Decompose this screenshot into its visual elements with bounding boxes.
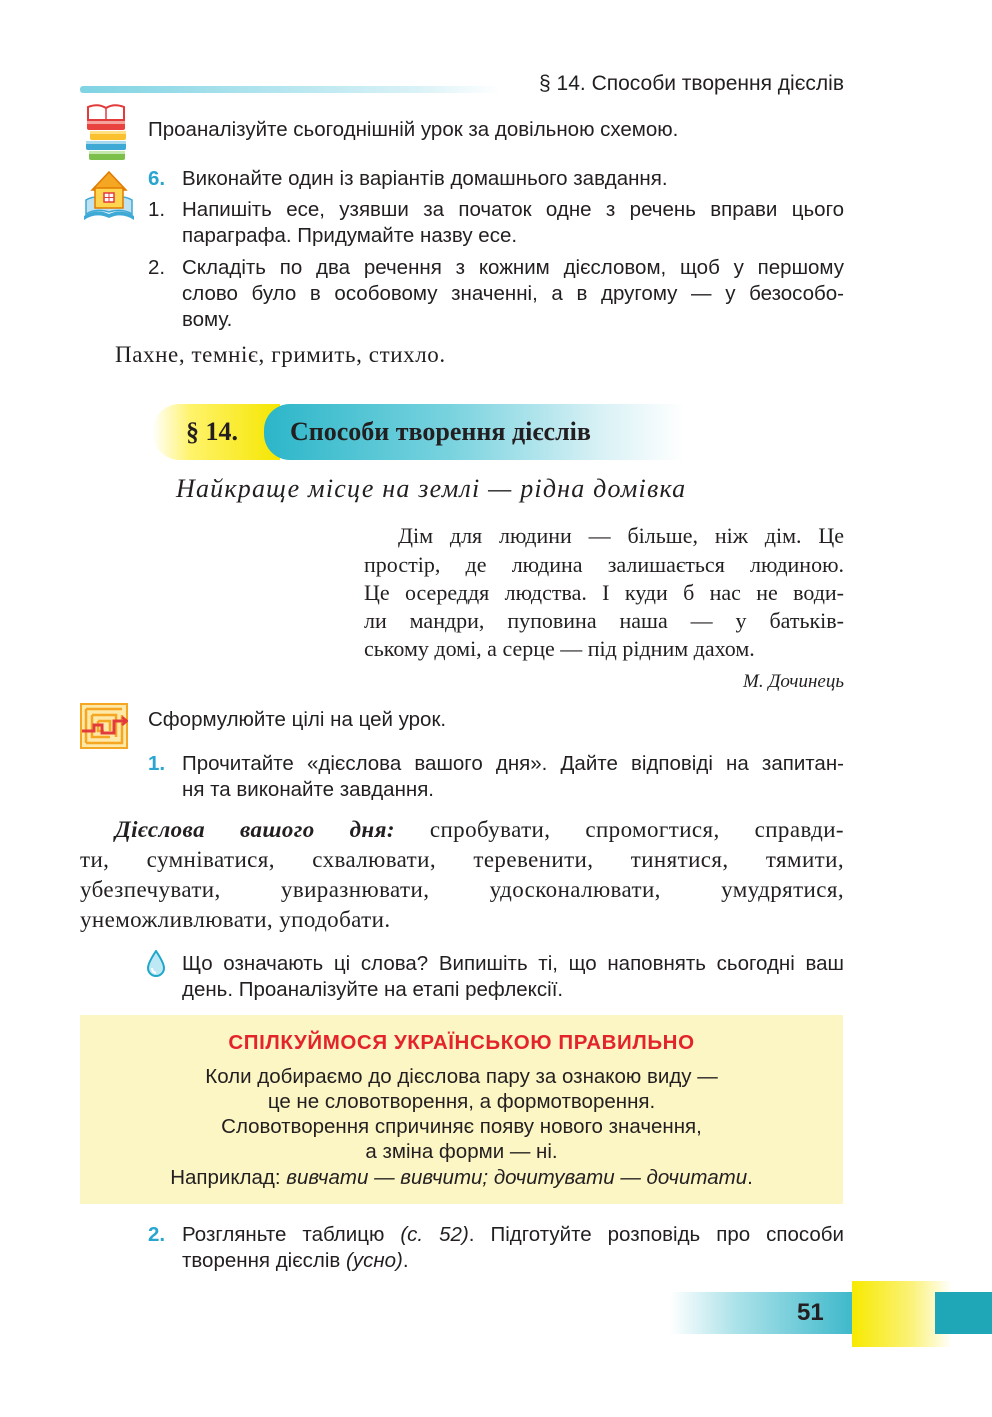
verbs-line: ти, сумніватися, схвалювати, теревенити, тинятися, тямити,	[80, 847, 844, 872]
rule-example-prefix: Наприклад:	[170, 1166, 287, 1189]
epigraph: Найкраще місце на землі — рідна домівка	[176, 474, 687, 503]
verbs-first-line-text: спробувати, спромогтися, справди-	[394, 817, 844, 842]
water-drop-icon	[146, 950, 166, 978]
task-2-text: . Підготуйте розповідь про способи	[468, 1223, 844, 1246]
quote-line: ському домі, а серце — під рідним дахом.	[364, 636, 755, 661]
verbs-line: убезпечувати, увиразнювати, удосконалювати, умудрятися,	[80, 877, 844, 902]
task-2-number: 2.	[148, 1223, 166, 1246]
page-number-teal-block	[935, 1292, 992, 1334]
homework-number: 6.	[148, 167, 166, 190]
page-number-band	[670, 1292, 852, 1334]
reflection-text: Проаналізуйте сьогоднішній урок за довільною схемою.	[148, 118, 679, 141]
quote-line: простір, де людина залишається людиною.	[364, 552, 844, 577]
question-line: Що означають ці слова? Випишіть ті, що наповнять сьогодні ваш	[182, 952, 844, 975]
verbs-label: Дієслова вашого дня:	[115, 817, 395, 842]
homework-option-2-number: 2.	[148, 256, 166, 279]
homework-option-1-number: 1.	[148, 198, 166, 221]
section-number: § 14.	[186, 417, 238, 446]
rule-example-words: вивчати — вивчити; дочитувати — дочитати	[286, 1166, 748, 1189]
rule-line: а зміна форми — ні.	[365, 1140, 558, 1163]
homework-option-2-line: Складіть по два речення з кожним дієсловом, щоб у першому	[182, 256, 844, 279]
task-2-text: творення дієслів	[182, 1249, 347, 1272]
rule-example-suffix: .	[747, 1166, 753, 1189]
rule-line: Коли добираємо до дієслова пару за ознакою виду —	[205, 1065, 718, 1088]
task-2-line-2	[182, 1248, 409, 1275]
homework-intro: Виконайте один із варіантів домашнього завдання.	[182, 167, 668, 190]
task-2-text: .	[402, 1249, 409, 1272]
verbs-line: унеможливлювати, уподобати.	[80, 907, 391, 932]
task-2-note: (усно)	[346, 1249, 403, 1272]
rule-line: Словотворення спричиняє появу нового значення,	[221, 1115, 702, 1138]
page-number: 51	[797, 1299, 824, 1326]
header-rule	[80, 86, 500, 93]
homework-option-2-line: вому.	[182, 308, 233, 331]
task-2-text: Розгляньте таблицю	[182, 1223, 401, 1246]
house-book-icon	[82, 166, 136, 222]
verbs-line-1	[115, 815, 844, 845]
task-1-line: ня та виконайте завдання.	[182, 778, 435, 801]
quote-line: ли мандри, пуповина наша — у батьків-	[364, 608, 844, 633]
running-header: § 14. Способи творення дієслів	[539, 72, 844, 95]
quote-line: Це осереддя людства. І куди б нас не води-	[364, 580, 844, 605]
homework-option-1-line: параграфа. Придумайте назву есе.	[182, 224, 518, 247]
task-1-line: Прочитайте «дієслова вашого дня». Дайте відповіді на запитан-	[182, 752, 844, 775]
rule-line: це не словотворення, а формотворення.	[267, 1090, 656, 1113]
homework-option-2-line: слово було в особовому значенні, а в другому — у безособо-	[182, 282, 844, 305]
homework-words: Пахне, темніє, гримить, стихло.	[115, 342, 446, 367]
rule-title: СПІЛКУЙМОСЯ УКРАЇНСЬКОЮ ПРАВИЛЬНО	[228, 1031, 695, 1054]
books-icon	[84, 104, 130, 162]
rule-example	[80, 1165, 843, 1191]
goals-text: Сформулюйте цілі на цей урок.	[148, 708, 447, 731]
quote-line: Дім для людини — більше, ніж дім. Це	[398, 523, 844, 548]
maze-icon	[80, 703, 128, 749]
question-line: день. Проаналізуйте на етапі рефлексії.	[182, 978, 564, 1001]
rule-box	[80, 1015, 843, 1204]
task-1-number: 1.	[148, 752, 166, 775]
homework-option-1-line: Напишіть есе, узявши за початок одне з речень вправи цього	[182, 198, 844, 221]
quote-author: М. Дочинець	[743, 671, 844, 692]
task-2-page-ref: (с. 52)	[400, 1223, 469, 1246]
task-2-line-1	[182, 1222, 844, 1249]
section-title: Способи творення дієслів	[290, 417, 591, 446]
